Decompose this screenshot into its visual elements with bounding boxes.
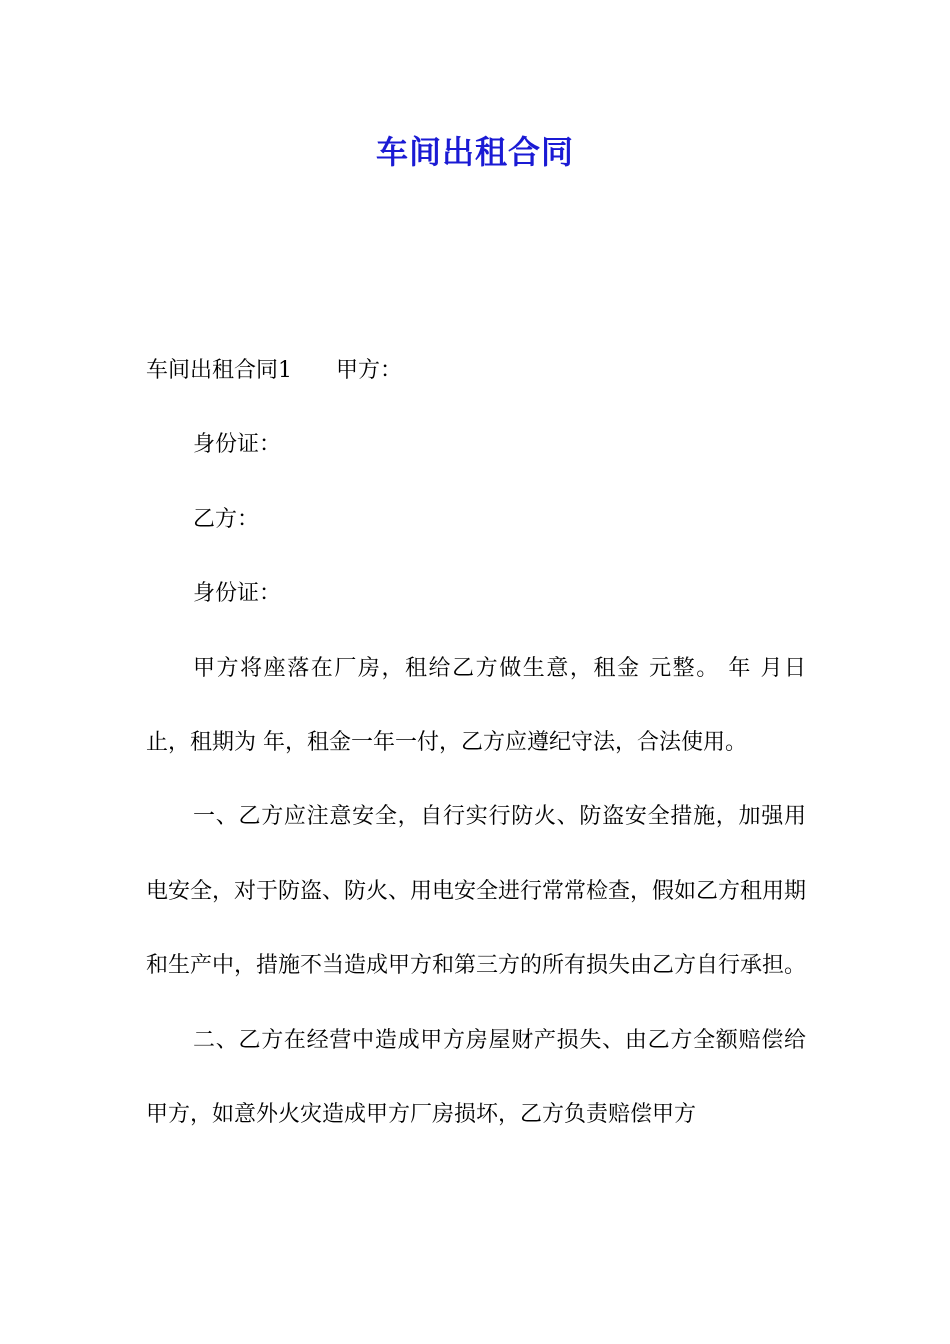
heading-line [146,334,806,408]
contract-heading-label: 车间出租合同1 [146,358,292,383]
id-card-a-label: 身份证： [193,432,282,458]
clause-1-paragraph: 一、乙方应注意安全，自行实行防火、防盗安全措施，加强用电安全，对于防盗、防火、用电安全进行常常检查，假如乙方租用期和生产中，措施不当造成甲方和第三方的所有损失由乙方自行承担。 [146,804,807,979]
party-b-label: 乙方： [193,506,260,532]
document-title: 车间出租合同 [375,133,574,171]
clause-2-paragraph: 二、乙方在经营中造成甲方房屋财产损失、由乙方全额赔偿给甲方，如意外火灾造成甲方厂房损坏，乙方负责赔偿甲方 [146,1027,806,1128]
document-body [146,334,806,1152]
intro-paragraph: 甲方将座落在厂房，租给乙方做生意，租金 元整。 年 月日止，租期为 年，租金一年一付，乙方应遵纪守法，合法使用。 [146,655,806,756]
id-card-b-label: 身份证： [193,581,282,607]
party-a-label: 甲方： [336,358,403,383]
